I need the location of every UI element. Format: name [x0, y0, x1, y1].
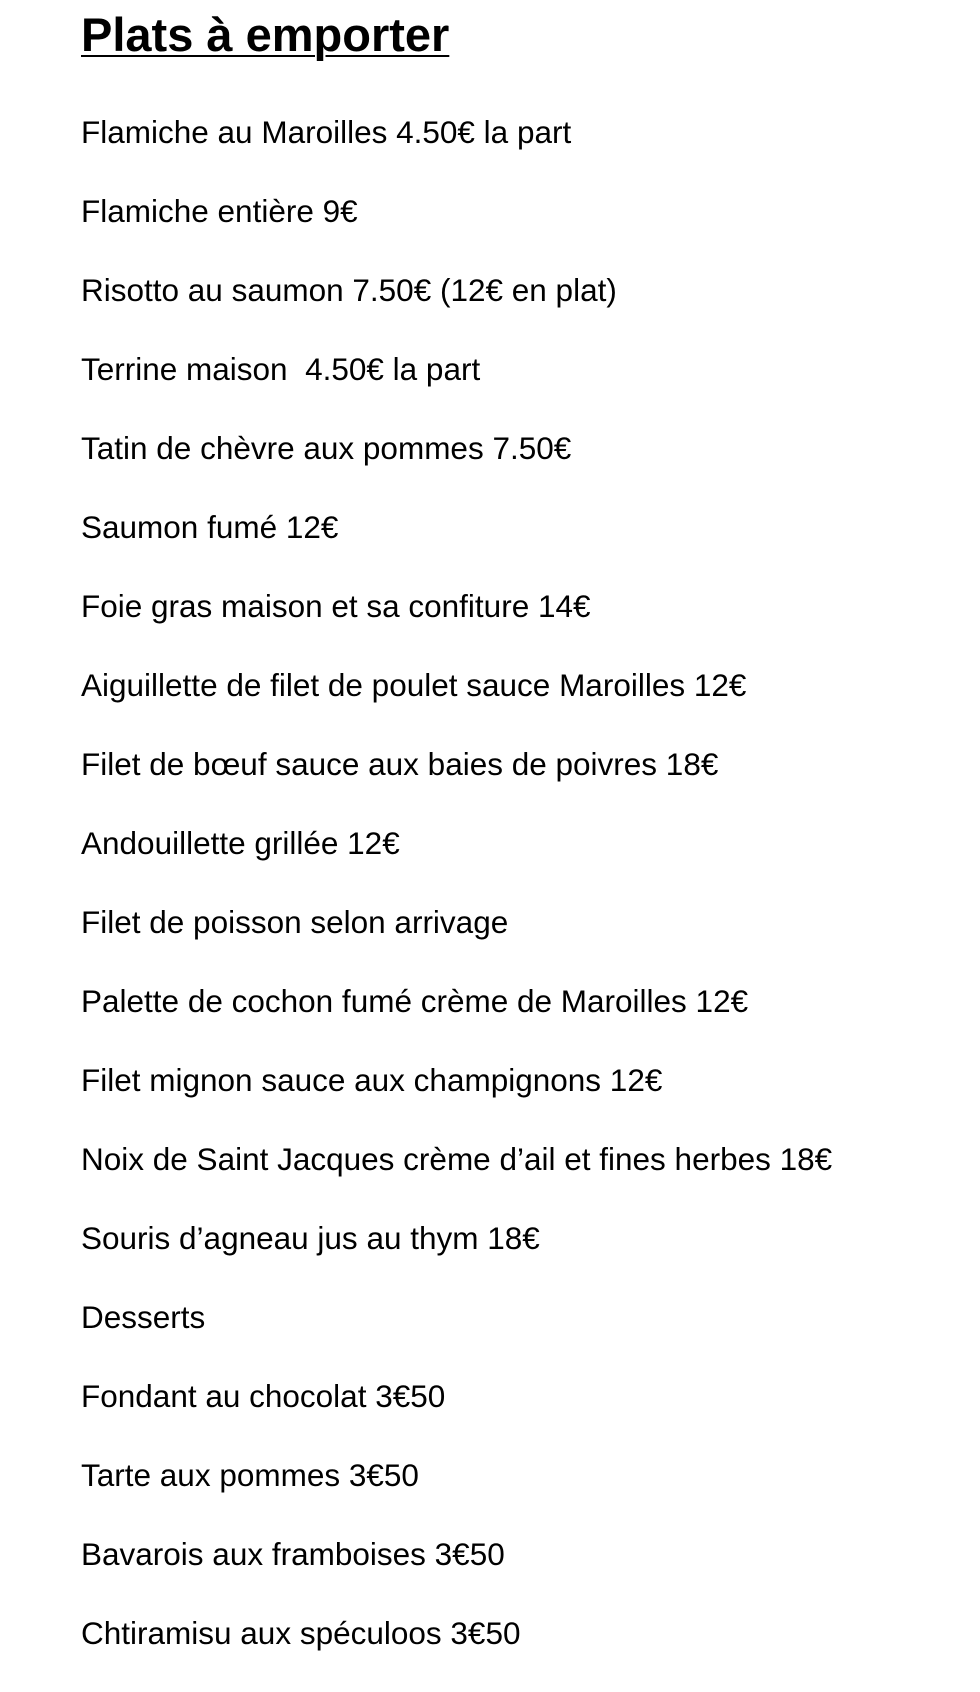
menu-item-tarte-pommes: Tarte aux pommes 3€50: [81, 1457, 419, 1493]
page-title: Plats à emporter: [81, 8, 450, 61]
menu-item-terrine: Terrine maison 4.50€ la part: [81, 351, 481, 387]
menu-item-foie-gras: Foie gras maison et sa confiture 14€: [81, 588, 591, 624]
section-heading-desserts: Desserts: [81, 1299, 206, 1335]
menu-item-tatin: Tatin de chèvre aux pommes 7.50€: [81, 430, 572, 466]
menu-item-flamiche-part: Flamiche au Maroilles 4.50€ la part: [81, 114, 572, 150]
menu-item-filet-mignon: Filet mignon sauce aux champignons 12€: [81, 1062, 663, 1098]
menu-item-bavarois: Bavarois aux framboises 3€50: [81, 1536, 505, 1572]
menu-item-andouillette: Andouillette grillée 12€: [81, 825, 400, 861]
menu-item-palette-cochon: Palette de cochon fumé crème de Maroilles 12€: [81, 983, 749, 1019]
menu-item-filet-boeuf: Filet de bœuf sauce aux baies de poivres 18€: [81, 746, 719, 782]
menu-item-souris-agneau: Souris d’agneau jus au thym 18€: [81, 1220, 540, 1256]
menu-item-saint-jacques: Noix de Saint Jacques crème d’ail et fines herbes 18€: [81, 1141, 833, 1177]
menu-item-risotto: Risotto au saumon 7.50€ (12€ en plat): [81, 272, 617, 308]
menu-item-saumon-fume: Saumon fumé 12€: [81, 509, 339, 545]
menu-item-fondant: Fondant au chocolat 3€50: [81, 1378, 446, 1414]
menu-list: [81, 108, 832, 1688]
menu-item-filet-poisson: Filet de poisson selon arrivage: [81, 904, 509, 940]
menu-item-flamiche-entiere: Flamiche entière 9€: [81, 193, 358, 229]
menu-item-chtiramisu: Chtiramisu aux spéculoos 3€50: [81, 1615, 521, 1651]
menu-item-aiguillette: Aiguillette de filet de poulet sauce Maroilles 12€: [81, 667, 747, 703]
